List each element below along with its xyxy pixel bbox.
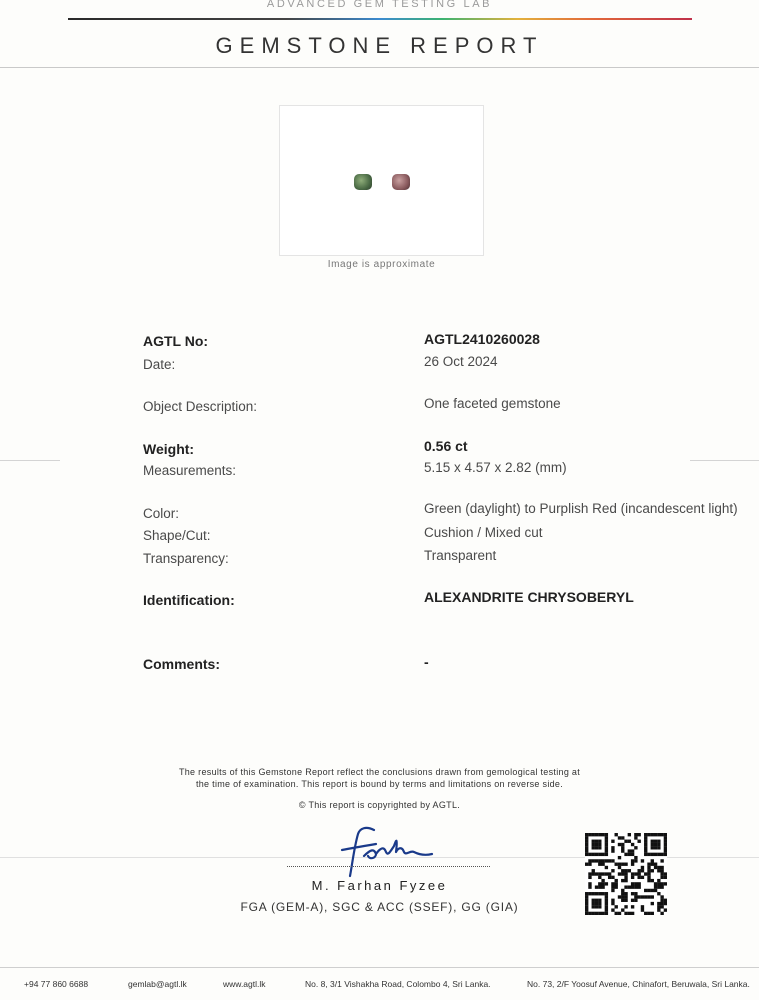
field-label-identification: Identification: [143,592,235,608]
field-value-object-description: One faceted gemstone [424,396,561,411]
footer-address-beruwala: No. 73, 2/F Yoosuf Avenue, Chinafort, Beruwala, Sri Lanka. [527,979,750,989]
disclaimer-line-1: The results of this Gemstone Report reflect the conclusions drawn from gemological testing at [178,767,581,777]
footer-phone: +94 77 860 6688 [24,979,89,989]
field-label-shape-cut: Shape/Cut: [143,528,211,543]
signature-line [287,866,490,867]
gemstone-photo [279,105,484,256]
field-value-agtl-no: AGTL2410260028 [424,331,540,347]
field-label-date: Date: [143,357,176,372]
field-label-transparency: Transparency: [143,551,229,566]
signer-name: M. Farhan Fyzee [311,878,448,893]
signer-qualifications: FGA (GEM-A), SGC & ACC (SSEF), GG (GIA) [240,900,519,914]
field-label-color: Color: [143,506,180,521]
footer-address-colombo: No. 8, 3/1 Vishakha Road, Colombo 4, Sri Lanka. [305,979,491,989]
photo-caption: Image is approximate [327,259,436,270]
field-value-date: 26 Oct 2024 [424,354,498,369]
field-value-shape-cut: Cushion / Mixed cut [424,525,543,540]
footer-email[interactable]: gemlab@agtl.lk [128,979,187,989]
scan-artifact-line [690,460,759,461]
field-label-agtl-no: AGTL No: [143,333,209,349]
field-value-comments: - [424,654,429,670]
field-value-identification: ALEXANDRITE CHRYSOBERYL [424,589,634,605]
footer-website[interactable]: www.agtl.lk [223,979,266,989]
disclaimer-line-2: the time of examination. This report is bound by terms and limitations on reverse side. [195,779,564,789]
qr-code[interactable] [585,833,667,915]
field-value-weight: 0.56 ct [424,438,468,454]
gemstone-incandescent-image [392,174,410,190]
title-divider [0,67,759,68]
footer-divider [0,967,759,968]
field-label-measurements: Measurements: [143,463,237,478]
field-value-color: Green (daylight) to Purplish Red (incandescent light) [424,501,738,516]
color-strip [68,18,692,20]
copyright-notice: © This report is copyrighted by AGTL. [298,800,461,810]
field-value-measurements: 5.15 x 4.57 x 2.82 (mm) [424,460,567,475]
field-label-comments: Comments: [143,656,221,672]
field-label-weight: Weight: [143,441,195,457]
handwritten-signature [336,826,436,882]
field-label-object-description: Object Description: [143,399,258,414]
lab-name: ADVANCED GEM TESTING LAB [266,0,493,10]
gemstone-daylight-image [354,174,372,190]
report-title: GEMSTONE REPORT [215,33,544,58]
scan-artifact-line [0,460,60,461]
field-value-transparency: Transparent [424,548,497,563]
